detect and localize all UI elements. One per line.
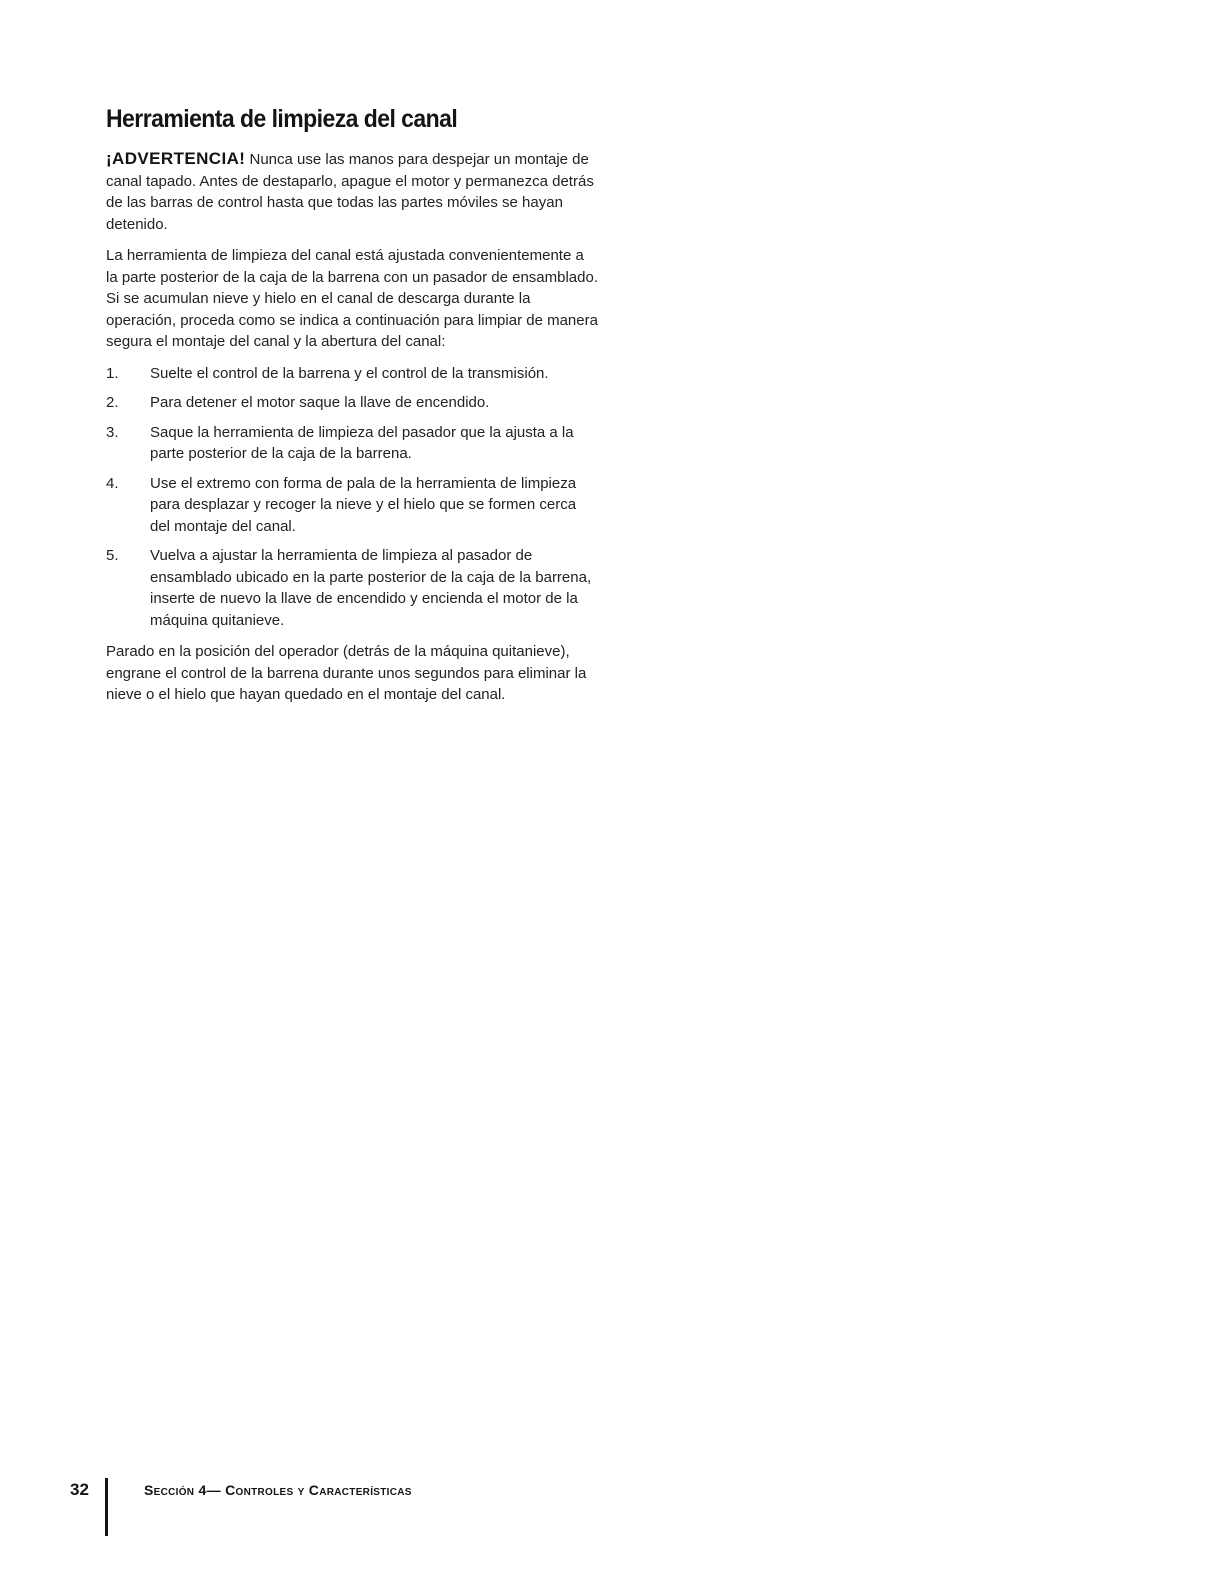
step-number: 3. — [106, 423, 119, 441]
steps-list — [106, 363, 598, 632]
closing-paragraph: Parado en la posición del operador (detrás de la máquina quitanieve), engrane el control de la barrena durante unos segundos para eliminar la nieve o el hielo que hayan quedado en el montaje del canal. — [106, 643, 587, 703]
list-item — [106, 392, 598, 414]
section-heading: Herramienta de limpieza del canal — [106, 105, 458, 133]
step-number: 1. — [106, 364, 119, 382]
step-text: Use el extremo con forma de pala de la herramienta de limpieza para desplazar y recoger la nieve y el hielo que se formen cerca del montaje del canal. — [150, 474, 577, 535]
warning-label: ¡ADVERTENCIA! — [106, 149, 246, 168]
page-number: 32 — [70, 1480, 89, 1499]
list-item — [106, 545, 598, 631]
step-text: Saque la herramienta de limpieza del pasador que la ajusta a la parte posterior de la caja de la barrena. — [150, 423, 574, 462]
page-footer — [70, 1478, 670, 1538]
list-item — [106, 363, 598, 385]
step-text: Vuelva a ajustar la herramienta de limpieza al pasador de ensamblado ubicado en la parte posterior de la caja de la barrena, inserte de nuevo la llave de encendido y encienda el motor de la máquina quitanieve. — [150, 547, 592, 629]
footer-section-title: Sección 4— Controles y Características — [144, 1482, 412, 1498]
step-number: 4. — [106, 474, 119, 492]
intro-paragraph: La herramienta de limpieza del canal está ajustada convenientemente a la parte posterior de la caja de la barrena con un pasador de ensamblado. Si se acumulan nieve y hielo en el canal de descarga durante la operación, proceda como se indica a continuación para limpiar de manera segura el montaje del canal y la abertura del canal: — [106, 247, 598, 350]
step-text: Para detener el motor saque la llave de encendido. — [150, 394, 490, 411]
list-item — [106, 422, 598, 465]
step-number: 5. — [106, 547, 119, 564]
footer-divider — [105, 1478, 108, 1536]
warning-paragraph — [106, 148, 598, 235]
list-item — [106, 473, 598, 538]
step-number: 2. — [106, 394, 119, 411]
page-content — [106, 104, 598, 716]
step-text: Suelte el control de la barrena y el control de la transmisión. — [150, 364, 549, 382]
warning-text: Nunca use las manos para despejar un montaje de canal tapado. Antes de destaparlo, apague el motor y permanezca detrás de las barras de control hasta que todas las partes móviles se hayan detenido. — [106, 151, 594, 233]
